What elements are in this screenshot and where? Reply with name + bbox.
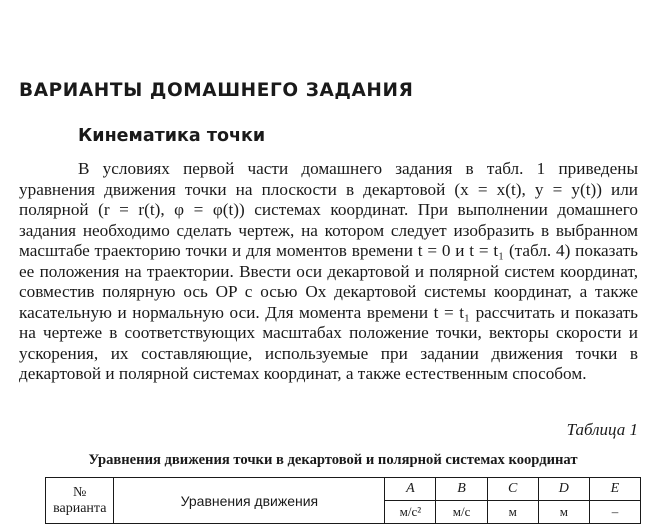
- unit-d: м: [538, 501, 589, 524]
- header-param-c: C: [487, 478, 538, 501]
- equations-table: [45, 477, 641, 524]
- header-param-b: B: [436, 478, 487, 501]
- header-variant-number: № варианта: [46, 478, 114, 524]
- subsection-heading: Кинематика точки: [78, 126, 266, 146]
- table-header-row: [46, 478, 641, 501]
- body-paragraph: В условиях первой части домашнего задания в табл. 1 приведены уравнения движения точки на плоскости в декартовой (x = x(t), y = y(t)) или полярной (r = r(t), φ = φ(t)) системах координат. При выполнении домашнего задания необходимо сделать чертеж, на котором следует изобразить в выбранном масштабе траекторию точки и для моментов времени t = 0 и t = t₁ (табл. 4) показать ее положения на траектории. Ввести оси декартовой и полярной систем координат, совместив полярную ось OP с осью Ox декартовой системы координат, а также касательную и нормальную оси. Для момента времени t = t₁ рассчитать и показать на чертеже в соответствующих масштабах положение точки, векторы скорости и ускорения, их составляющие, используемые при задании движения точки в декартовой и полярной системах координат, а также естественным способом.: [19, 159, 638, 383]
- table-title: Уравнения движения точки в декартовой и полярной системах координат: [88, 452, 578, 468]
- unit-a: м/с²: [385, 501, 436, 524]
- header-param-d: D: [538, 478, 589, 501]
- header-param-e: E: [589, 478, 640, 501]
- table-caption: Таблица 1: [566, 420, 638, 439]
- unit-e: –: [589, 501, 640, 524]
- header-equations: Уравнения движения: [114, 478, 385, 524]
- unit-c: м: [487, 501, 538, 524]
- section-heading: ВАРИАНТЫ ДОМАШНЕГО ЗАДАНИЯ: [19, 80, 414, 101]
- unit-b: м/с: [436, 501, 487, 524]
- header-param-a: A: [385, 478, 436, 501]
